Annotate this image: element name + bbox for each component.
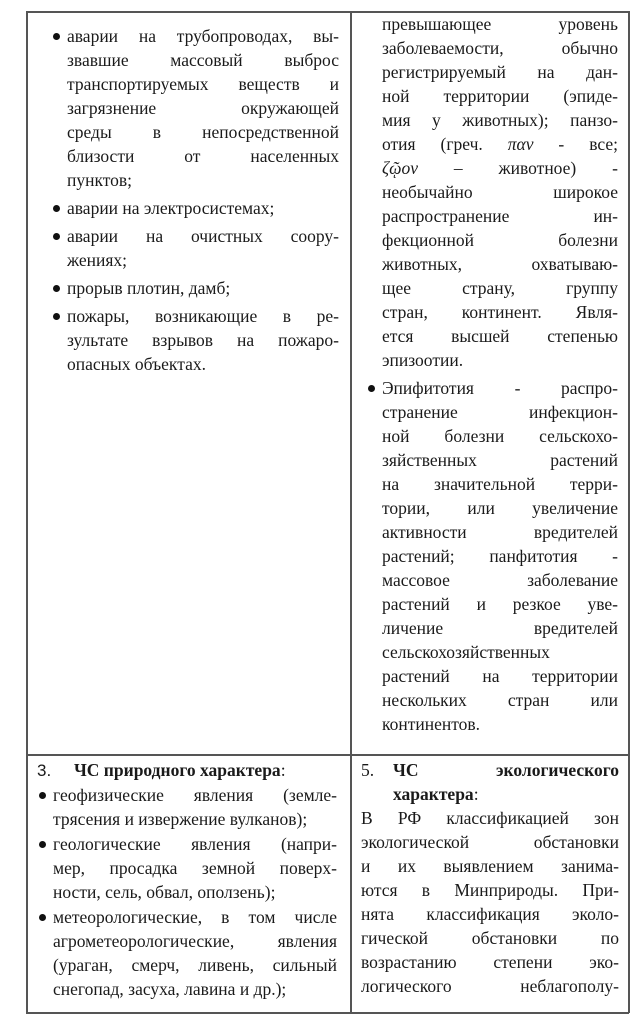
list-item-line: массовое заболевание (382, 570, 618, 590)
continuation-line: распространение ин- (382, 206, 618, 226)
list-item-line: аварии на очистных соору- (67, 226, 339, 246)
continuation-line: регистрируемый на дан- (382, 62, 618, 82)
list-item-line: прорыв плотин, дамб; (67, 278, 231, 298)
bullet-icon (39, 792, 46, 799)
list-item-line: растений; панфитотия - (382, 546, 618, 566)
continuation-line: мия у животных); панзо- (382, 110, 618, 130)
continuation-line: щее страну, группу (382, 278, 618, 298)
paragraph-line: логического неблагополу- (361, 976, 619, 996)
paragraph-line: возрастанию степени эко- (361, 952, 619, 972)
list-item-line: растений на территории (382, 666, 618, 686)
list-item-line: загрязнение окружающей (67, 98, 339, 118)
continuation-line: заболеваемости, обычно (382, 38, 618, 58)
continuation-line: фекционной болезни (382, 230, 618, 250)
list-item-line: сельскохозяйственных (382, 642, 550, 662)
list-item-line: личение вредителей (382, 618, 618, 638)
list-item-line: ной болезни сельскохо- (382, 426, 618, 446)
list-item-line: агрометеорологические, явления (53, 931, 337, 951)
section-heading-text: ЧС природного характера (73, 760, 281, 780)
paragraph-line: В РФ классификацией зон (361, 808, 619, 828)
table-border-right (628, 11, 630, 1013)
paragraph-line: и их выявлением занима- (361, 856, 619, 876)
list-item-line: мер, просадка земной поверх- (53, 858, 337, 878)
bullet-icon (53, 285, 60, 292)
list-item-line: трясения и извержение вулканов); (53, 809, 308, 829)
cell-top-right (351, 12, 628, 754)
list-item-line: на значительной терри- (382, 474, 618, 494)
heading-colon: : (280, 760, 286, 780)
bullet-icon (53, 33, 60, 40)
list-item-line: нескольких стран или (382, 690, 618, 710)
section-number: 3. (37, 761, 52, 780)
bullet-icon (39, 914, 46, 921)
cell-bottom-left (27, 755, 350, 1012)
section-heading-text-line2: характера (393, 784, 474, 804)
continuation-line: стран, континент. Явля- (382, 302, 618, 322)
list-item-line: геологические явления (напри- (53, 834, 337, 854)
continuation-line: превышающее уровень (382, 14, 618, 34)
list-item-line: транспортируемых веществ и (67, 74, 339, 94)
list-item-line: зяйственных растений (382, 450, 618, 470)
bullet-icon (368, 385, 375, 392)
list-item-line: Эпифитотия - распро- (382, 378, 618, 398)
paragraph-line: экологической обстановки (361, 832, 619, 852)
continuation-line: ζῷον – животное) - (382, 158, 618, 178)
list-item-line: тории, или увеличение (382, 498, 618, 518)
list-item-line: среды в непосредственной (67, 122, 339, 142)
list-item-line: аварии на трубопроводах, вы- (67, 26, 339, 46)
cell-bottom-right (351, 755, 628, 1012)
list-item-line: (ураган, смерч, ливень, сильный (53, 955, 337, 975)
continuation-line: ной территории (эпиде- (382, 86, 618, 106)
list-item-line: жениях; (67, 250, 128, 270)
section-heading (37, 758, 337, 782)
list-item-line: активности вредителей (382, 522, 618, 542)
list-item-line: близости от населенных (67, 146, 339, 166)
continuation-line: эпизоотии. (382, 350, 464, 370)
list-item-line: зультате взрывов на пожаро- (67, 330, 339, 350)
cell-top-left (27, 12, 350, 754)
paragraph-line: гической обстановки по (361, 928, 619, 948)
paragraph-line: ются в Минприроды. При- (361, 880, 619, 900)
list-item-line: пунктов; (67, 170, 133, 190)
bullet-icon (53, 313, 60, 320)
list-item-line: аварии на электросистемах; (67, 198, 275, 218)
list-item-line: снегопад, засуха, лавина и др.); (53, 979, 287, 999)
list-item-line: пожары, возникающие в ре- (67, 306, 339, 326)
heading-colon: : (473, 784, 479, 804)
continuation-line: ется высшей степенью (382, 326, 618, 346)
bullet-icon (53, 205, 60, 212)
list-item-line: метеорологические, в том числе (53, 907, 337, 927)
list-item-line: геофизические явления (земле- (53, 785, 337, 805)
bullet-icon (39, 841, 46, 848)
list-item-line: ности, сель, обвал, оползень); (53, 882, 276, 902)
list-item-line: странение инфекцион- (382, 402, 618, 422)
list-item-line: опасных объектах. (67, 354, 206, 374)
list-item-line: растений и резкое уве- (382, 594, 618, 614)
table-border-bottom (26, 1012, 629, 1014)
paragraph-line: нята классификация эколо- (361, 904, 619, 924)
continuation-line: отия (греч. παν - все; (382, 134, 618, 154)
section-number: 5. (361, 760, 375, 780)
continuation-line: необычайно широкое (382, 182, 618, 202)
bullet-icon (53, 233, 60, 240)
continuation-line: животных, охватываю- (382, 254, 618, 274)
section-heading-line2 (393, 782, 619, 806)
list-item-line: звавшие массовый выброс (67, 50, 339, 70)
list-item-line: континентов. (382, 714, 481, 734)
section-heading-text-line1: ЧС экологического (393, 760, 619, 780)
